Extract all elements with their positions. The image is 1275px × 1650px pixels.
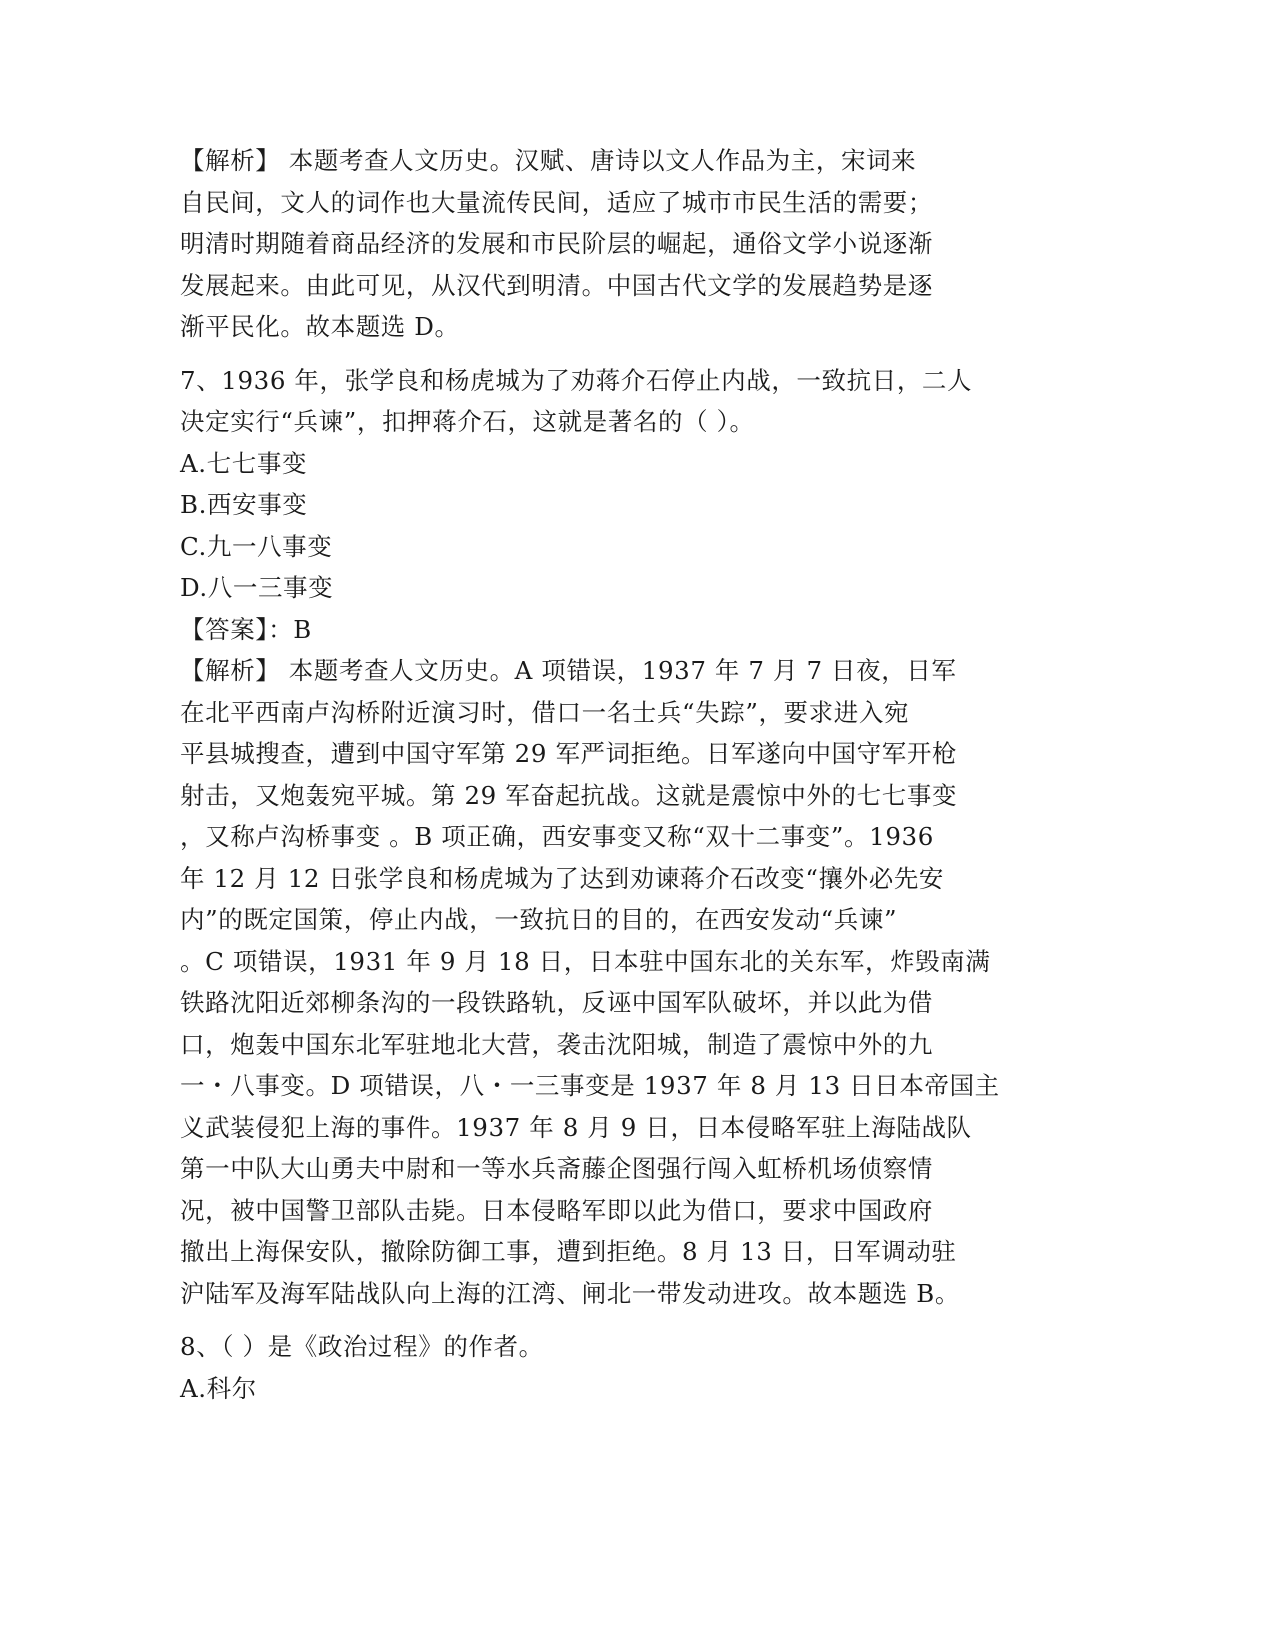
answer-line: 【答案】：B (180, 614, 312, 644)
text-line: 【解析】 本题考查人文历史。汉赋、唐诗以文人作品为主，宋词来 (180, 146, 917, 175)
analysis-line: 。C 项错误，1931 年 9 月 18 日，日本驻中国东北的关东军，炸毁南满 (180, 946, 991, 976)
question-stem-line: 决定实行“兵谏”，扣押蒋介石，这就是著名的（ ）。 (180, 407, 755, 436)
option-d: D.八一三事变 (180, 573, 334, 602)
analysis-line: 一・八事变。D 项错误，八・一三事变是 1937 年 8 月 13 日日本帝国主 (180, 1071, 1000, 1100)
question-7 (180, 360, 1055, 1315)
analysis-line: 在北平西南卢沟桥附近演习时，借口一名士兵“失踪”，要求进入宛 (180, 697, 910, 727)
analysis-line: 义武装侵犯上海的事件。1937 年 8 月 9 日，日本侵略军驻上海陆战队 (180, 1112, 972, 1142)
option-c: C.九一八事变 (180, 531, 333, 561)
analysis-line: 沪陆军及海军陆战队向上海的江湾、闸北一带发动进攻。故本题选 B。 (180, 1278, 960, 1308)
analysis-block-q6 (180, 140, 1055, 348)
analysis-line: 第一中队大山勇夫中尉和一等水兵斋藤企图强行闯入虹桥机场侦察情 (180, 1154, 933, 1183)
analysis-line: 平县城搜查，遭到中国守军第 29 军严词拒绝。日军遂向中国守军开枪 (180, 739, 958, 768)
option-a: A.七七事变 (180, 448, 308, 478)
analysis-line: 况，被中国警卫部队击毙。日本侵略军即以此为借口，要求中国政府 (180, 1195, 933, 1225)
option-a: A.科尔 (180, 1373, 257, 1403)
analysis-line: 内”的既定国策，停止内战，一致抗日的目的，在西安发动“兵谏” (180, 905, 898, 934)
text-line: 明清时期随着商品经济的发展和市民阶层的崛起，通俗文学小说逐渐 (180, 229, 933, 258)
paragraph-gap (180, 348, 1055, 360)
question-stem-line: 7、1936 年，张学良和杨虎城为了劝蒋介石停止内战，一致抗日，二人 (180, 365, 973, 395)
analysis-line: 射击，又炮轰宛平城。第 29 军奋起抗战。这就是震惊中外的七七事变 (180, 780, 958, 810)
question-stem-line: 8、（ ）是《政治过程》的作者。 (180, 1332, 544, 1361)
analysis-line: 撤出上海保安队，撤除防御工事，遭到拒绝。8 月 13 日，日军调动驻 (180, 1237, 957, 1266)
analysis-line: 【解析】 本题考查人文历史。A 项错误，1937 年 7 月 7 日夜，日军 (180, 656, 957, 685)
document-page (180, 140, 1055, 1409)
text-line: 自民间，文人的词作也大量流传民间，适应了城市市民生活的需要； (180, 187, 933, 217)
analysis-line: 口，炮轰中国东北军驻地北大营，袭击沈阳城，制造了震惊中外的九 (180, 1029, 933, 1059)
option-b: B.西安事变 (180, 490, 308, 519)
analysis-line: 铁路沈阳近郊柳条沟的一段铁路轨，反诬中国军队破坏，并以此为借 (180, 988, 933, 1017)
analysis-line: 年 12 月 12 日张学良和杨虎城为了达到劝谏蒋介石改变“攘外必先安 (180, 863, 945, 893)
paragraph-gap (180, 1314, 1055, 1326)
text-line: 渐平民化。故本题选 D。 (180, 312, 460, 341)
analysis-line: ，又称卢沟桥事变 。B 项正确，西安事变又称“双十二事变”。1936 (180, 822, 934, 851)
question-8 (180, 1326, 1055, 1409)
text-line: 发展起来。由此可见，从汉代到明清。中国古代文学的发展趋势是逐 (180, 270, 933, 300)
